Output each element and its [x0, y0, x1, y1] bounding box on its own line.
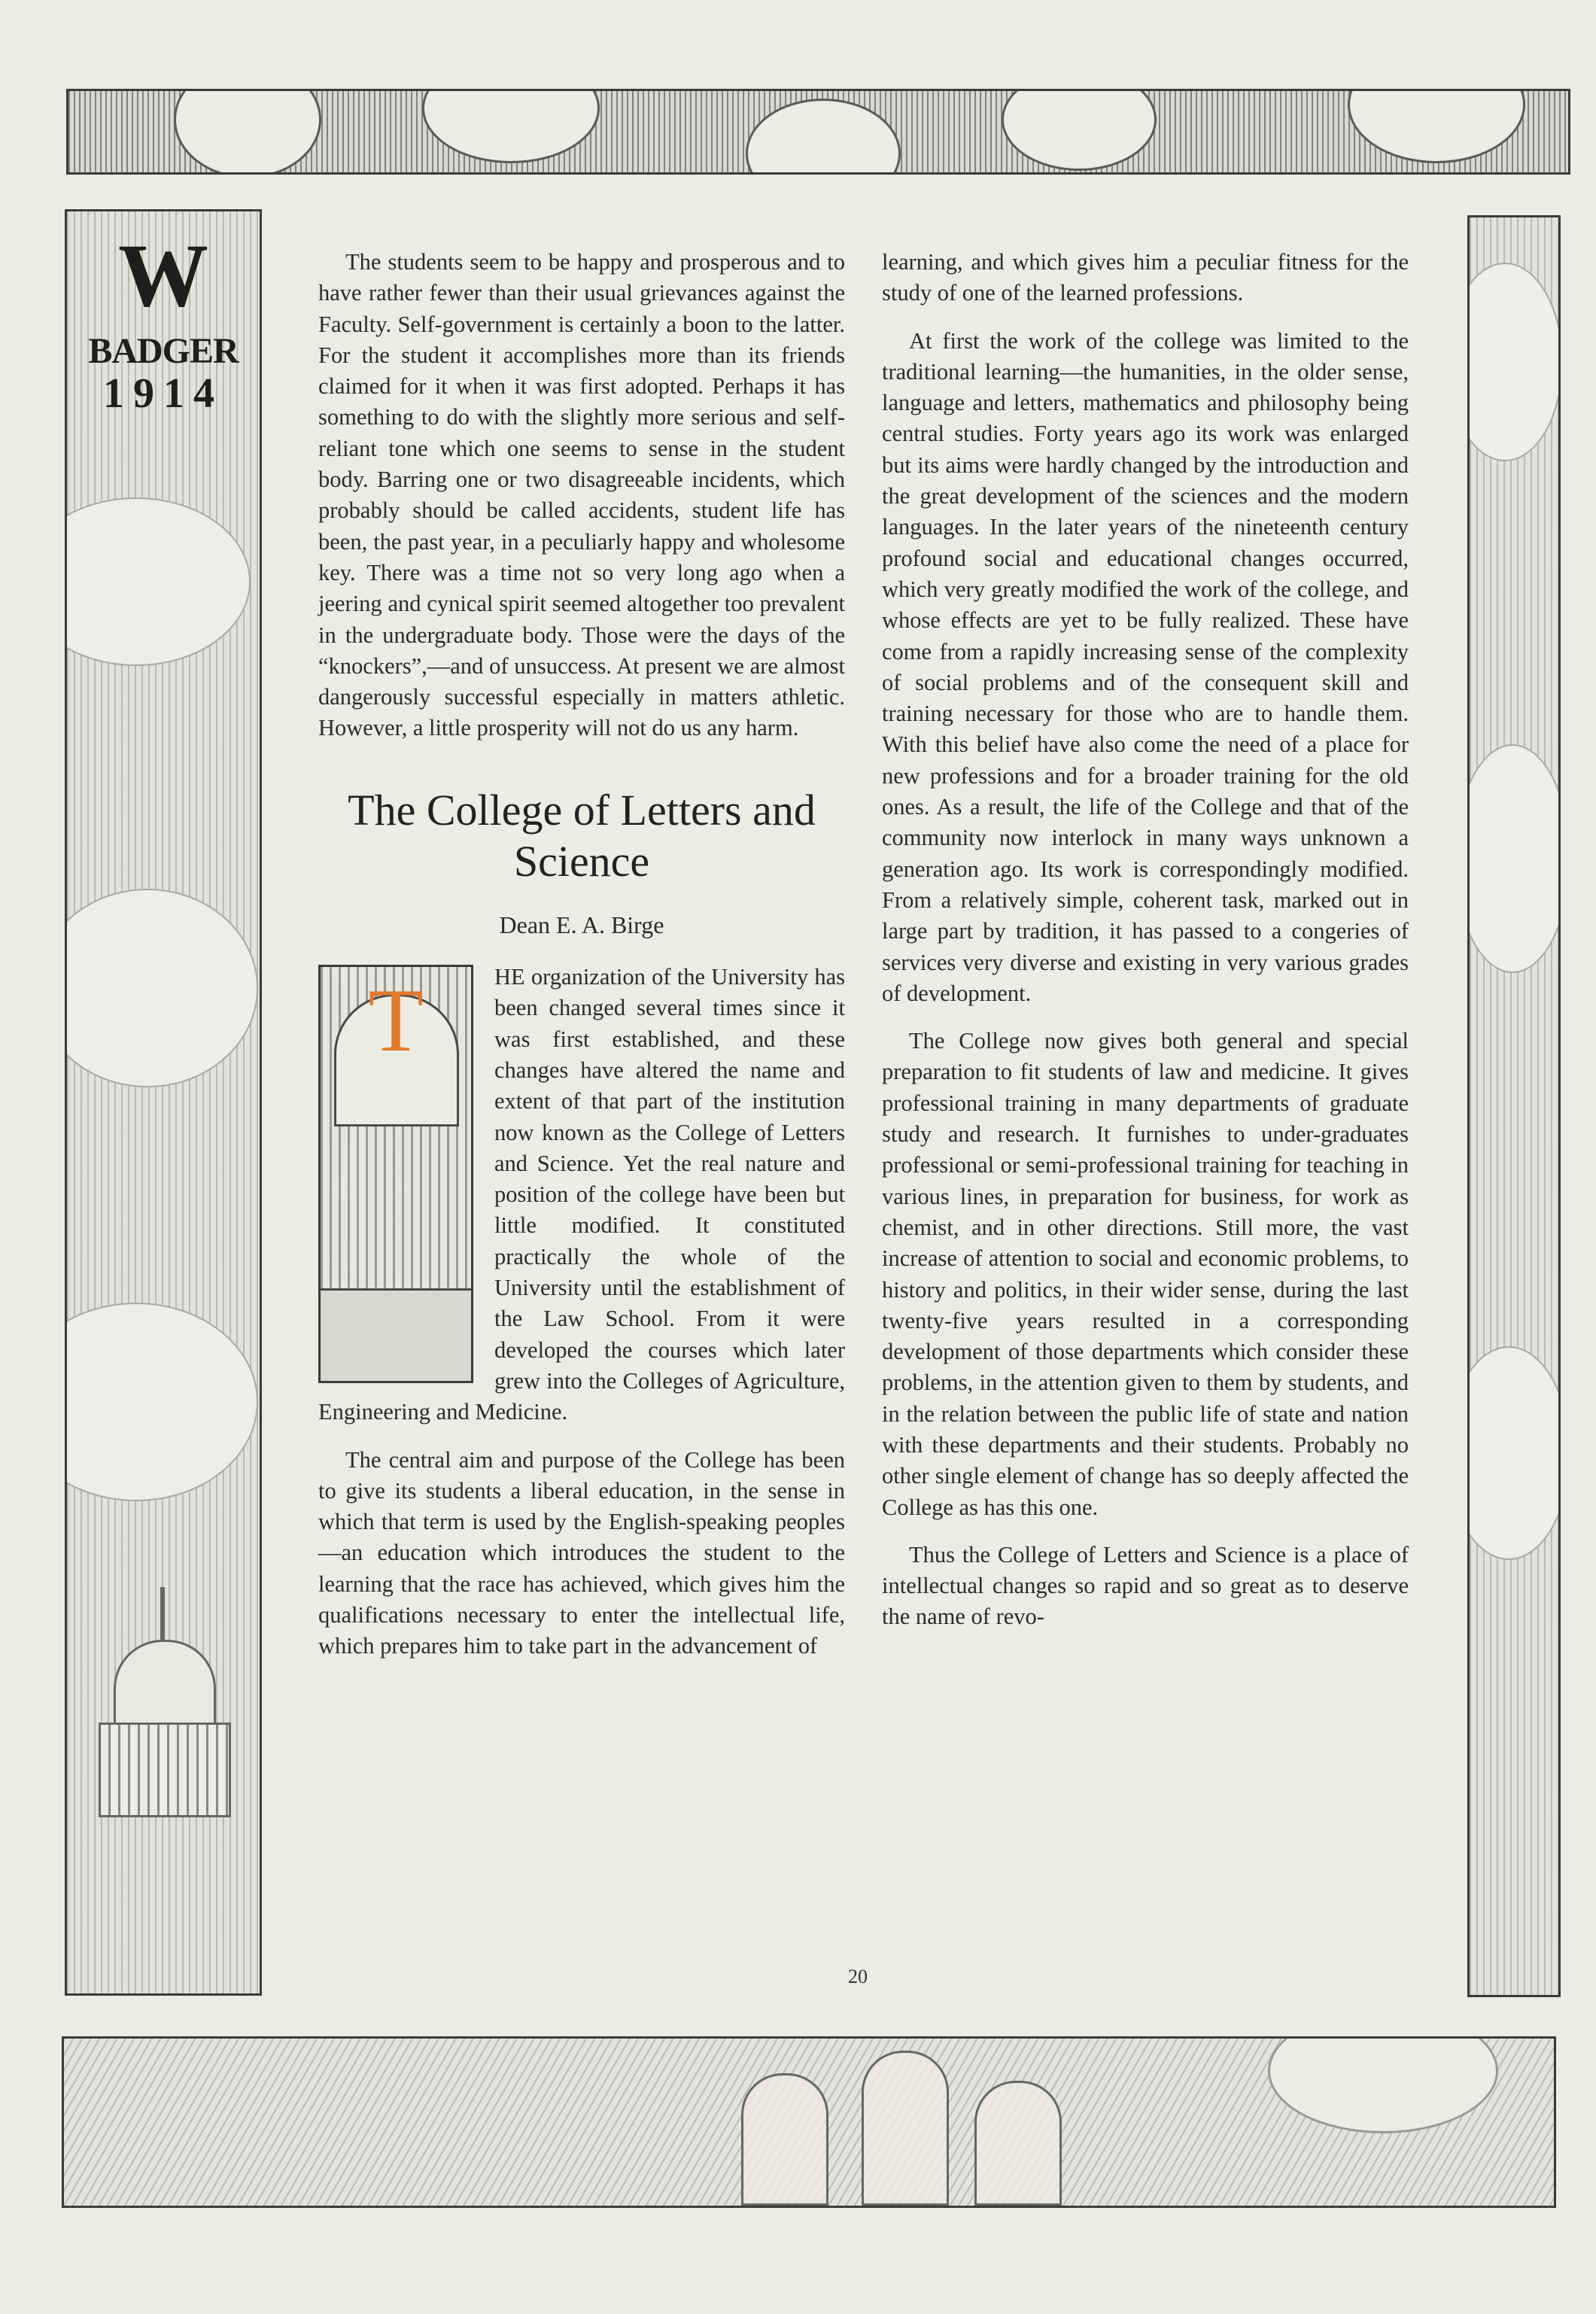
tree-ornament	[1268, 2036, 1498, 2133]
page-number: 20	[848, 1966, 868, 1987]
border-ornament	[1002, 89, 1157, 171]
cloud-ornament	[1467, 744, 1561, 973]
figure-woman-illustration	[741, 2073, 828, 2206]
intro-paragraph: The students seem to be happy and prosperous and to have rather fewer than their usual grievances against the Faculty. Self-government is certainly a boon to the latter. For the student it accomplishes more than its friends claimed for it when it was first adopted. Perhaps it has something to do with the slightly more serious and self-reliant tone which one seems to sense in the student body. Barring one or two disagreeable incidents, which probably should be called accidents, student life has been, the past year, in a peculiarly happy and wholesome key. There was a time not so very long ago when a jeering and cynical spirit seemed altogether too prevalent in the undergraduate body. Those were the days of the “knockers”,—and of unsuccess. At present we are almost dangerously successful especially in matters athletic. However, a little prosperity will not do us any harm.	[318, 249, 845, 741]
border-ornament	[746, 99, 901, 175]
bottom-illustration-border	[62, 2036, 1556, 2208]
history-paragraph: At first the work of the college was limited to the traditional learning—the humanities, in the older sense, language and letters, mathematics and philosophy being central studies. Forty years ago its work was enlarged but its aims were hardly changed by the introduction and the great development of the sciences and the modern languages. In the later years of the nineteenth century profound social and educational changes occurred, which very greatly modified the work of the college, and whose effects are yet to be fully realized. These have come from a rapidly increasing sense of the complexity of social problems and of the consequent skill and training necessary for those who are to handle them. With this belief have also come the need of a place for new professions and for a broader training for the old ones. As a result, the life of the College and that of the community now interlock in many ways unknown a generation ago. Its work is correspondingly modified. From a relatively simple, coherent task, marked out in large part by tradition, it has passed to a congeries of services very diverse and existing in very various grades of development.	[882, 327, 1409, 1006]
drop-cap-ground	[321, 1288, 471, 1381]
capitol-dome-illustration	[84, 1587, 242, 1828]
drop-cap-letter: T	[368, 970, 424, 1071]
cloud-ornament	[65, 889, 258, 1087]
right-decorative-panel	[1467, 215, 1561, 1997]
cloud-ornament	[65, 1303, 258, 1501]
border-ornament	[1348, 89, 1525, 163]
masthead-title: BADGER	[88, 331, 239, 371]
article-title: The College of Letters and Science	[348, 785, 816, 886]
dome-colonnade	[99, 1723, 231, 1817]
masthead-initial: W	[118, 225, 208, 325]
figure-man-illustration	[862, 2051, 949, 2206]
dome-cap	[114, 1640, 216, 1727]
border-ornament	[422, 89, 600, 163]
border-ornament	[174, 89, 321, 175]
first-paragraph: HE organization of the University has been changed several times since it was first established, and these changes have altered the name and extent of that part of the institution now known as the College of Letters and Science. Yet the real nature and position of the college have been but little modified. It constituted practically the whole of the University until the establishment of the Law School. From it were developed the courses which later grew into the Colleges of Agriculture, Engineering and Medicine.	[318, 964, 845, 1425]
figure-boy-illustration	[974, 2081, 1062, 2206]
right-text-column	[882, 247, 1409, 1633]
cloud-ornament	[65, 497, 251, 666]
article-byline: Dean E. A. Birge	[499, 911, 664, 938]
left-text-column	[318, 247, 845, 1662]
masthead-year: 1914	[103, 370, 223, 417]
dome-spire	[160, 1587, 165, 1641]
drop-cap-illustration	[318, 965, 473, 1383]
closing-paragraph: Thus the College of Letters and Science is a place of intellectual changes so rapid and so great as to deserve the name of revo-	[882, 1541, 1409, 1630]
left-decorative-panel	[65, 209, 262, 1996]
cloud-ornament	[1467, 1346, 1561, 1560]
cloud-ornament	[1467, 263, 1561, 461]
second-paragraph: The central aim and purpose of the College has been to give its students a liberal education, in the sense in which that term is used by the English-speaking peoples—an education which introduces the student to the learning that the race has achieved, which gives him the qualifications necessary to enter the intellectual life, which prepares him to take part in the advancement of	[318, 1446, 845, 1659]
top-decorative-border	[66, 89, 1570, 175]
services-paragraph: The College now gives both general and special preparation to fit students of law and medicine. It gives professional training in many departments of graduate study and research. It furnishes to under-graduates professional or semi-professional training for teaching in various lines, in preparation for business, for work as chemist, and in other directions. Still more, the vast increase of attention to social and economic problems, to history and politics, in their wider sense, during the last twenty-five years resulted in a corresponding development of those departments which consider these problems, in the attention given to them by students, and in the relation between the public life of state and nation with these departments and their students. Probably no other single element of change has so deeply affected the College as has this one.	[882, 1028, 1409, 1520]
continuation-paragraph: learning, and which gives him a peculiar fitness for the study of one of the learned professions.	[882, 249, 1409, 306]
